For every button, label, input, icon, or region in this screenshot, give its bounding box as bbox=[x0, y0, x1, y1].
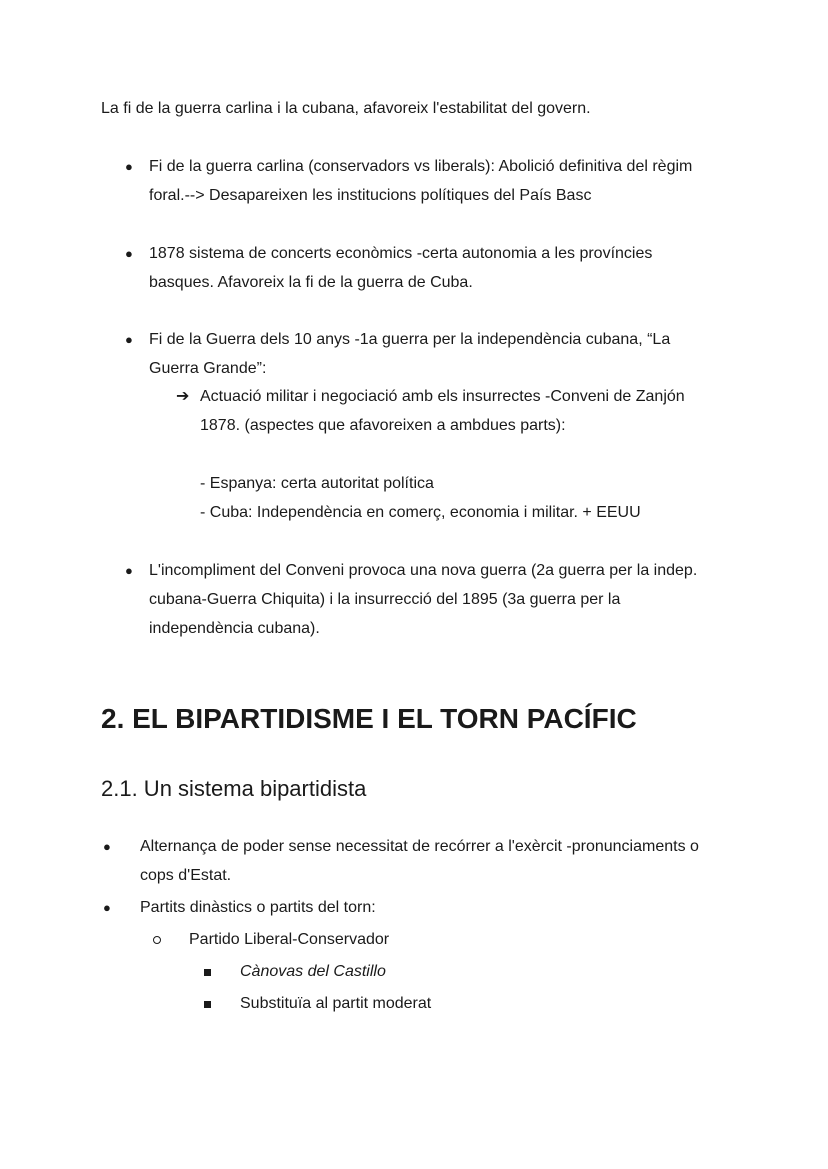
sub-sub-list-item: Substituïa al partit moderat bbox=[240, 995, 432, 1012]
bullet-dot-icon: ● bbox=[103, 839, 111, 854]
part-cuba: - Cuba: Independència en comerç, economia i militar. + EEUU bbox=[200, 504, 641, 521]
bullet-dot-icon: ● bbox=[125, 159, 133, 174]
bullet-dot-icon: ● bbox=[103, 900, 111, 915]
list-item-line: cops d'Estat. bbox=[140, 867, 232, 884]
arrow-item-line: Actuació militar i negociació amb els insurrectes -Conveni de Zanjón bbox=[200, 388, 685, 405]
list-item-line: independència cubana). bbox=[149, 620, 320, 637]
list-item-line: cubana-Guerra Chiquita) i la insurrecció del 1895 (3a guerra per la bbox=[149, 591, 621, 608]
intro-paragraph: La fi de la guerra carlina i la cubana, afavoreix l'estabilitat del govern. bbox=[101, 100, 591, 117]
section-heading: 2. EL BIPARTIDISME I EL TORN PACÍFIC bbox=[101, 703, 637, 734]
square-bullet-icon bbox=[204, 1001, 211, 1008]
square-bullet-icon bbox=[204, 969, 211, 976]
list-item-line: L'incompliment del Conveni provoca una nova guerra (2a guerra per la indep. bbox=[149, 562, 698, 579]
part-spain: - Espanya: certa autoritat política bbox=[200, 475, 434, 492]
list-item-line: Guerra Grande”: bbox=[149, 360, 267, 377]
arrow-item-line: 1878. (aspectes que afavoreixen a ambdues parts): bbox=[200, 417, 566, 434]
list-item-line: Fi de la Guerra dels 10 anys -1a guerra per la independència cubana, “La bbox=[149, 331, 671, 348]
hollow-circle-bullet-icon bbox=[153, 936, 161, 944]
list-item-line: 1878 sistema de concerts econòmics -certa autonomia a les províncies bbox=[149, 245, 653, 262]
sub-list-item: Partido Liberal-Conservador bbox=[189, 931, 390, 948]
list-item-line: Fi de la guerra carlina (conservadors vs liberals): Abolició definitiva del règim bbox=[149, 158, 693, 175]
bullet-dot-icon: ● bbox=[125, 332, 133, 347]
bullet-dot-icon: ● bbox=[125, 246, 133, 261]
arrow-right-icon: ➔ bbox=[176, 388, 190, 405]
sub-sub-list-item: Cànovas del Castillo bbox=[240, 963, 386, 980]
bullet-dot-icon: ● bbox=[125, 563, 133, 578]
list-item-line: Partits dinàstics o partits del torn: bbox=[140, 899, 376, 916]
section-subheading: 2.1. Un sistema bipartidista bbox=[101, 776, 367, 801]
list-item-line: basques. Afavoreix la fi de la guerra de Cuba. bbox=[149, 274, 473, 291]
list-item-line: Alternança de poder sense necessitat de recórrer a l'exèrcit -pronunciaments o bbox=[140, 838, 699, 855]
list-item-line: foral.--> Desapareixen les institucions polítiques del País Basc bbox=[149, 187, 592, 204]
